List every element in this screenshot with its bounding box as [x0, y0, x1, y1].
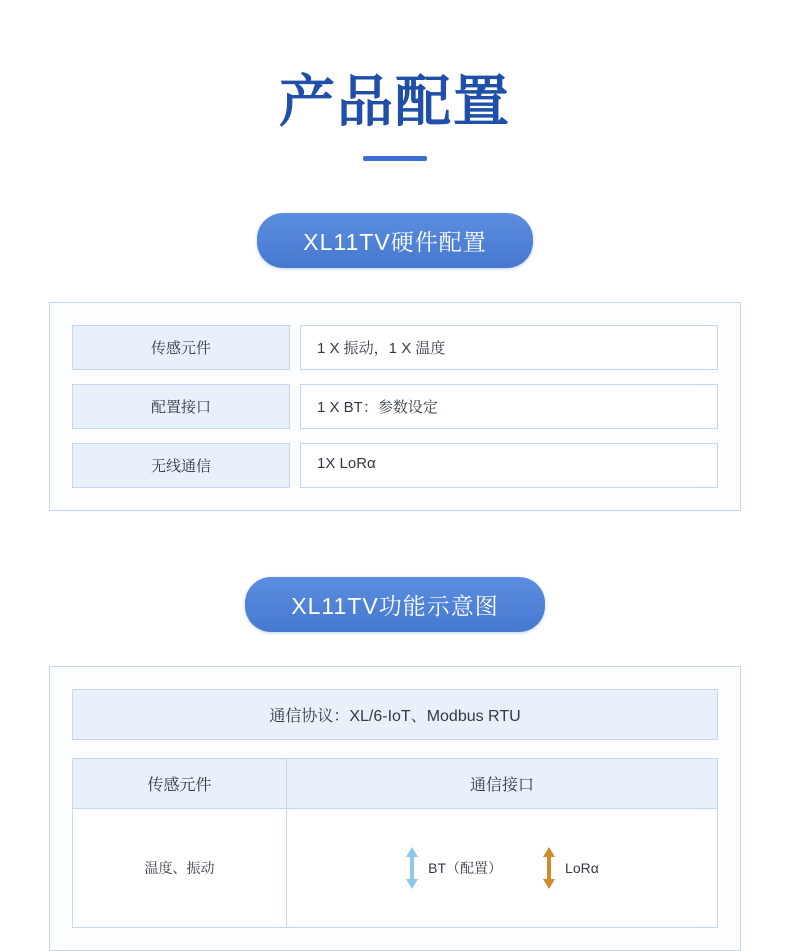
- spec-label: 无线通信: [72, 443, 290, 488]
- table-row: [72, 325, 718, 370]
- section-heading-function-diagram: [0, 577, 790, 632]
- spec-value: 1X LoRα: [300, 443, 718, 488]
- table-header-row: [73, 758, 718, 808]
- sensor-cell: 温度、振动: [73, 808, 287, 927]
- function-diagram-card: [49, 666, 741, 951]
- spec-label: 传感元件: [72, 325, 290, 370]
- hardware-config-card: [49, 302, 741, 511]
- protocol-bar: 通信协议：XL/6-IoT、Modbus RTU: [72, 689, 718, 740]
- io-group: [288, 847, 716, 889]
- io-item-bt: [405, 847, 502, 889]
- spec-value: 1 X 振动，1 X 温度: [300, 325, 718, 370]
- bidirectional-arrow-icon: [405, 847, 419, 889]
- section-heading-hardware: [0, 213, 790, 268]
- spec-value: 1 X BT：参数设定: [300, 384, 718, 429]
- io-item-lora: [542, 847, 599, 889]
- column-header-interface: 通信接口: [287, 758, 718, 808]
- bidirectional-arrow-icon: [542, 847, 556, 889]
- column-header-sensor: 传感元件: [73, 758, 287, 808]
- page-title: 产品配置: [279, 70, 511, 135]
- table-row: [72, 443, 718, 488]
- table-row: [73, 808, 718, 927]
- io-label-lora: LoRα: [565, 859, 599, 876]
- section-pill-label: XL11TV功能示意图: [245, 577, 544, 632]
- table-row: [72, 384, 718, 429]
- title-block: [0, 0, 790, 161]
- function-diagram-table: [72, 758, 718, 928]
- io-label-bt: BT（配置）: [428, 859, 503, 876]
- spec-label: 配置接口: [72, 384, 290, 429]
- section-pill-label: XL11TV硬件配置: [257, 213, 532, 268]
- interface-cell: [287, 808, 718, 927]
